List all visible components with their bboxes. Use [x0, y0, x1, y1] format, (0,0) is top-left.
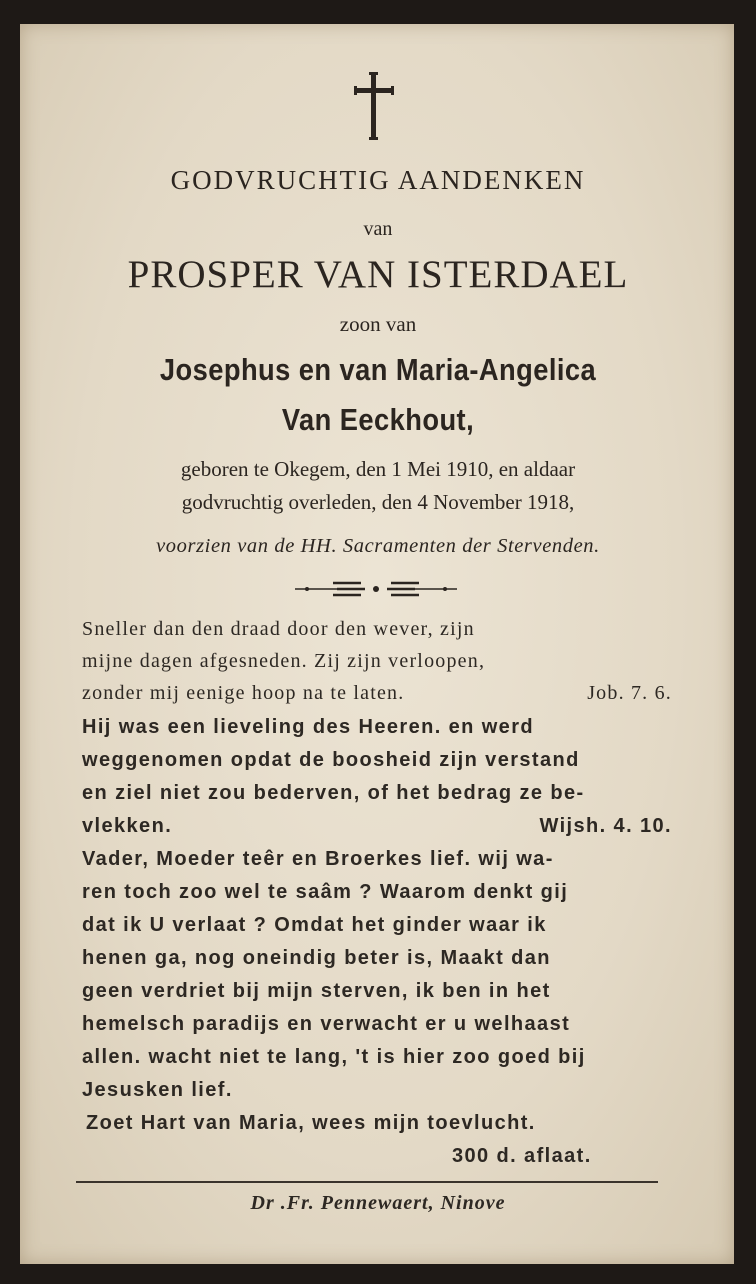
- died-line: godvruchtig overleden, den 4 November 1918,: [181, 490, 575, 514]
- verse-line: ren toch zoo wel te saâm ? Waarom denkt gij: [82, 881, 569, 903]
- born-line: geboren te Okegem, den 1 Mei 1910, en aldaar: [180, 457, 576, 481]
- footer-divider: [76, 1181, 658, 1183]
- verse-line: Sneller dan den draad door den wever, zijn: [82, 618, 475, 640]
- verse-line: Hij was een lieveling des Heeren. en werd: [82, 716, 534, 738]
- verse-line: dat ik U verlaat ? Omdat het ginder waar ik: [82, 914, 547, 936]
- verse-line: weggenomen opdat de boosheid zijn verstand: [82, 749, 580, 771]
- verse-line: allen. wacht niet te lang, 't is hier zoo goed bij: [82, 1046, 586, 1068]
- parents-line-1: Josephus en van Maria-Angelica: [159, 352, 597, 387]
- verse-reference: Job. 7. 6.: [587, 682, 672, 704]
- verse-line: vlekken. Wijsh. 4. 10.: [82, 815, 672, 845]
- verse-line: Jesusken lief.: [82, 1079, 233, 1101]
- verse-reference: Wijsh. 4. 10.: [539, 815, 672, 837]
- verse-line: mijne dagen afgesneden. Zij zijn verloopen,: [82, 650, 486, 672]
- heading: GODVRUCHTIG AANDENKEN: [170, 165, 586, 195]
- verse-line: hemelsch paradijs en verwacht er u welhaast: [82, 1013, 571, 1035]
- prayer-line: Zoet Hart van Maria, wees mijn toevlucht.: [86, 1112, 536, 1134]
- verse-line: henen ga, nog oneindig beter is, Maakt dan: [82, 947, 551, 969]
- parents-line-2: Van Eeckhout,: [281, 402, 475, 437]
- verse-line: zonder mij eenige hoop na te laten. Job. 7. 6.: [82, 682, 672, 712]
- verse-line: en ziel niet zou bederven, of het bedrag ze be-: [82, 782, 585, 804]
- van-label: van: [363, 218, 393, 240]
- son-of-label: zoon van: [339, 312, 417, 336]
- verse-line: geen verdriet bij mijn sterven, ik ben in het: [82, 980, 551, 1002]
- printer-credit: Dr .Fr. Pennewaert, Ninove: [250, 1192, 506, 1214]
- cross-icon: [352, 72, 396, 140]
- indulgence-line: 300 d. aflaat.: [452, 1145, 592, 1167]
- verse-line: Vader, Moeder teêr en Broerkes lief. wij wa-: [82, 848, 554, 870]
- deceased-name: PROSPER VAN ISTERDAEL: [127, 253, 629, 296]
- sacraments-line: voorzien van de HH. Sacramenten der Stervenden.: [156, 535, 600, 557]
- ornament-divider: [293, 578, 459, 600]
